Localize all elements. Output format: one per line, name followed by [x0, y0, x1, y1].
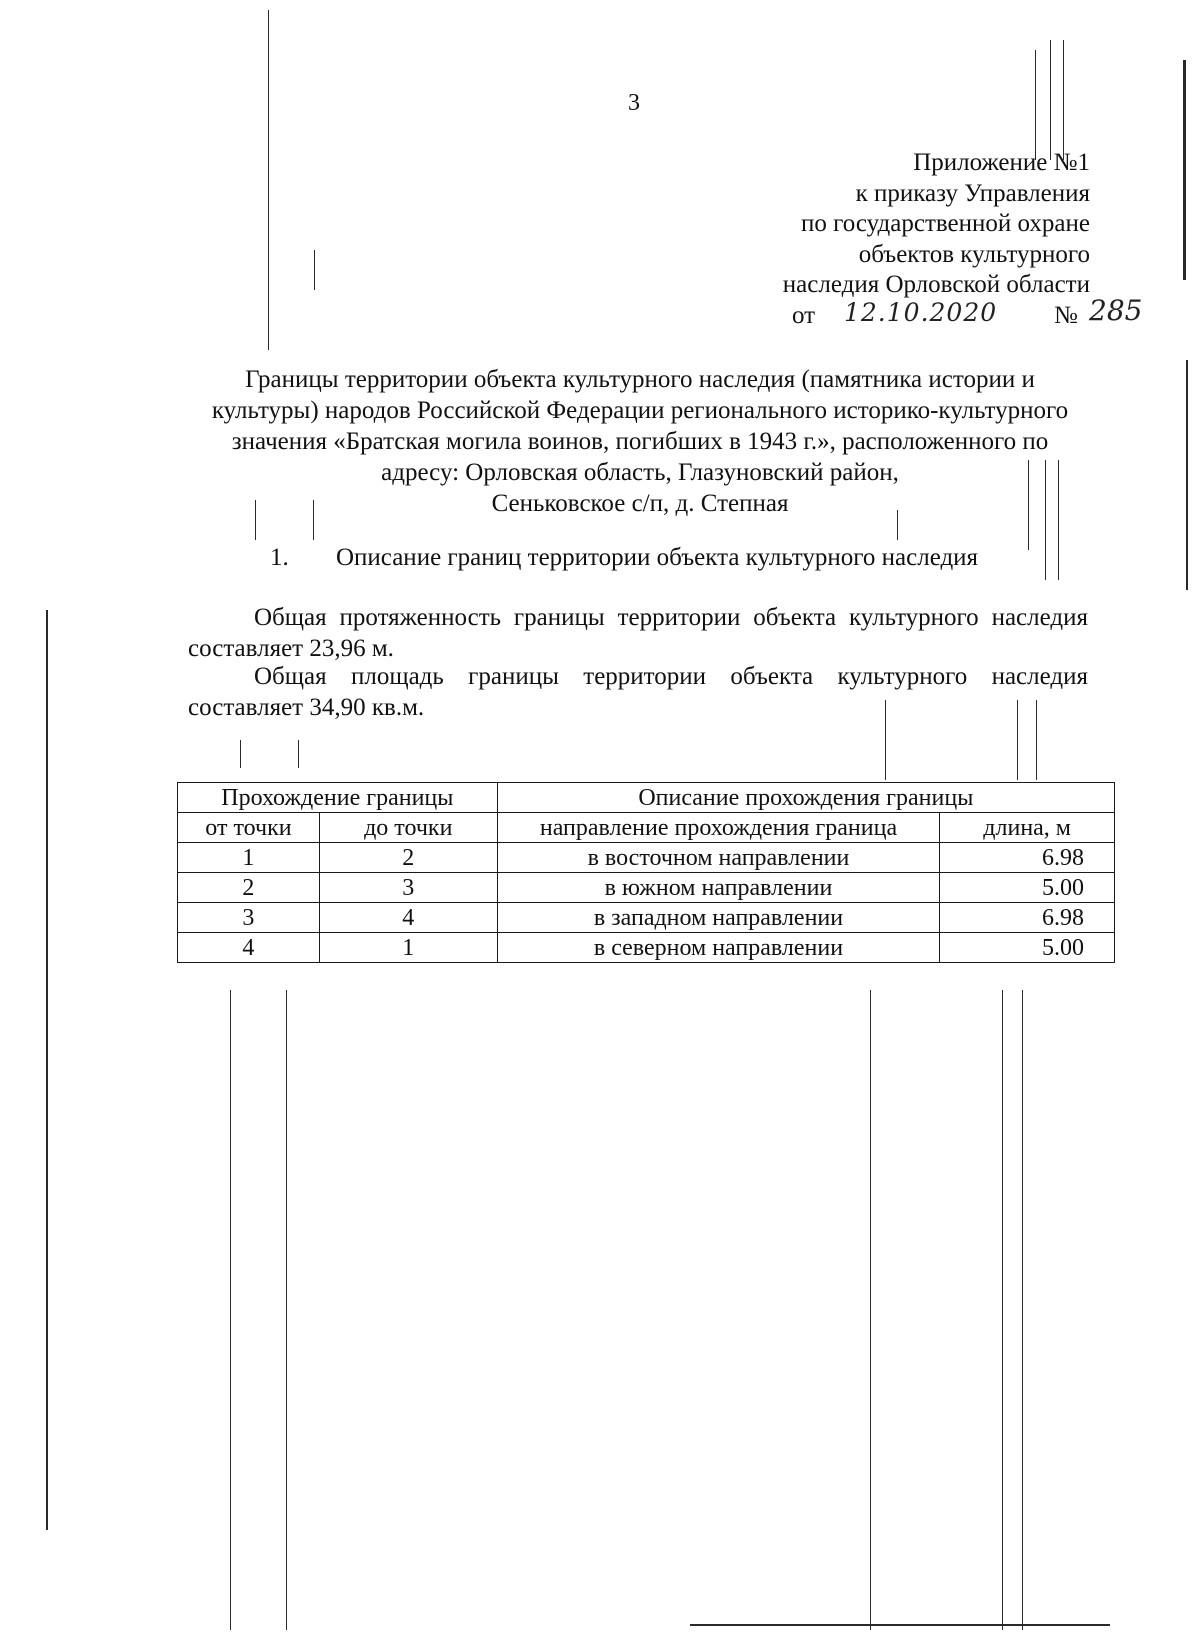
scan-artifact-line [1050, 40, 1051, 160]
scan-artifact-line [298, 740, 299, 768]
date-label: от [792, 302, 816, 329]
scan-artifact-line [1063, 40, 1064, 160]
table-cell: 2 [178, 873, 320, 903]
section-heading [270, 544, 978, 572]
order-date-row [792, 294, 1143, 336]
scan-artifact-line [286, 990, 287, 1630]
title-line: значения «Братская могила воинов, погибших в 1943 г.», расположенного по [231, 428, 1049, 455]
title-line: культуры) народов Российской Федерации регионального историко-культурного [211, 397, 1069, 424]
document-title [180, 364, 1100, 519]
scan-artifact-line [1035, 50, 1036, 160]
table-group-header-row [178, 783, 1115, 813]
scan-artifact-line [230, 990, 231, 1630]
title-line: Границы территории объекта культурного наследия (памятника истории и [245, 366, 1035, 393]
handwritten-number: 285 [1089, 294, 1143, 327]
scan-artifact-line [1186, 360, 1188, 590]
table-cell: 6.98 [940, 843, 1115, 873]
table-column-header: до точки [319, 813, 497, 843]
table-group-header: Описание прохождения границы [497, 783, 1114, 813]
page-number: 3 [628, 90, 640, 116]
table-column-header: направление прохождения граница [497, 813, 940, 843]
section-title: Описание границ территории объекта культурного наследия [336, 544, 979, 571]
scan-artifact-line [1183, 60, 1186, 280]
appendix-line: к приказу Управления [855, 179, 1090, 207]
number-label: № [1054, 302, 1078, 329]
table-row [178, 843, 1115, 873]
table-cell: в восточном направлении [497, 843, 940, 873]
scan-artifact-line [314, 250, 315, 290]
appendix-line: наследия Орловской области [782, 271, 1090, 298]
scan-artifact-line [690, 1624, 1110, 1626]
table-cell: 3 [178, 903, 320, 933]
table-header-row [178, 813, 1115, 843]
scan-artifact-line [268, 10, 269, 350]
table-row [178, 903, 1115, 933]
scan-artifact-line [46, 610, 48, 1530]
table-cell: 4 [178, 933, 320, 963]
table-cell: в северном направлении [497, 933, 940, 963]
appendix-line: Приложение №1 [913, 149, 1090, 176]
table-cell: 1 [178, 843, 320, 873]
table-cell: 5.00 [940, 873, 1115, 903]
scan-artifact-line [870, 990, 871, 1630]
section-number: 1. [270, 544, 289, 571]
handwritten-date: 12.10.2020 [844, 298, 998, 327]
table-row [178, 933, 1115, 963]
table-cell: 6.98 [940, 903, 1115, 933]
table-cell: 2 [319, 843, 497, 873]
scan-artifact-line [1022, 990, 1023, 1630]
table-cell: 3 [319, 873, 497, 903]
table-cell: 1 [319, 933, 497, 963]
table-cell: 4 [319, 903, 497, 933]
table-group-header: Прохождение границы [178, 783, 498, 813]
title-line: адресу: Орловская область, Глазуновский район, [381, 459, 899, 486]
appendix-header [783, 148, 1090, 301]
boundary-table [177, 782, 1115, 963]
table-cell: в южном направлении [497, 873, 940, 903]
table-column-header: длина, м [940, 813, 1115, 843]
table-cell: 5.00 [940, 933, 1115, 963]
paragraph-total-area: Общая площадь границы территории объекта культурного наследия составляет 34,90 кв.м. [188, 663, 1088, 721]
table-column-header: от точки [178, 813, 320, 843]
table-row [178, 873, 1115, 903]
appendix-line: по государственной охране [800, 210, 1090, 237]
scan-artifact-line [240, 740, 241, 768]
table-cell: в западном направлении [497, 903, 940, 933]
paragraph-total-length: Общая протяженность границы территории объекта культурного наследия составляет 23,96 м. [188, 604, 1088, 662]
scan-artifact-line [1002, 990, 1003, 1630]
appendix-line: объектов культурного [858, 240, 1090, 268]
title-line: Сеньковское с/п, д. Степная [491, 490, 789, 517]
